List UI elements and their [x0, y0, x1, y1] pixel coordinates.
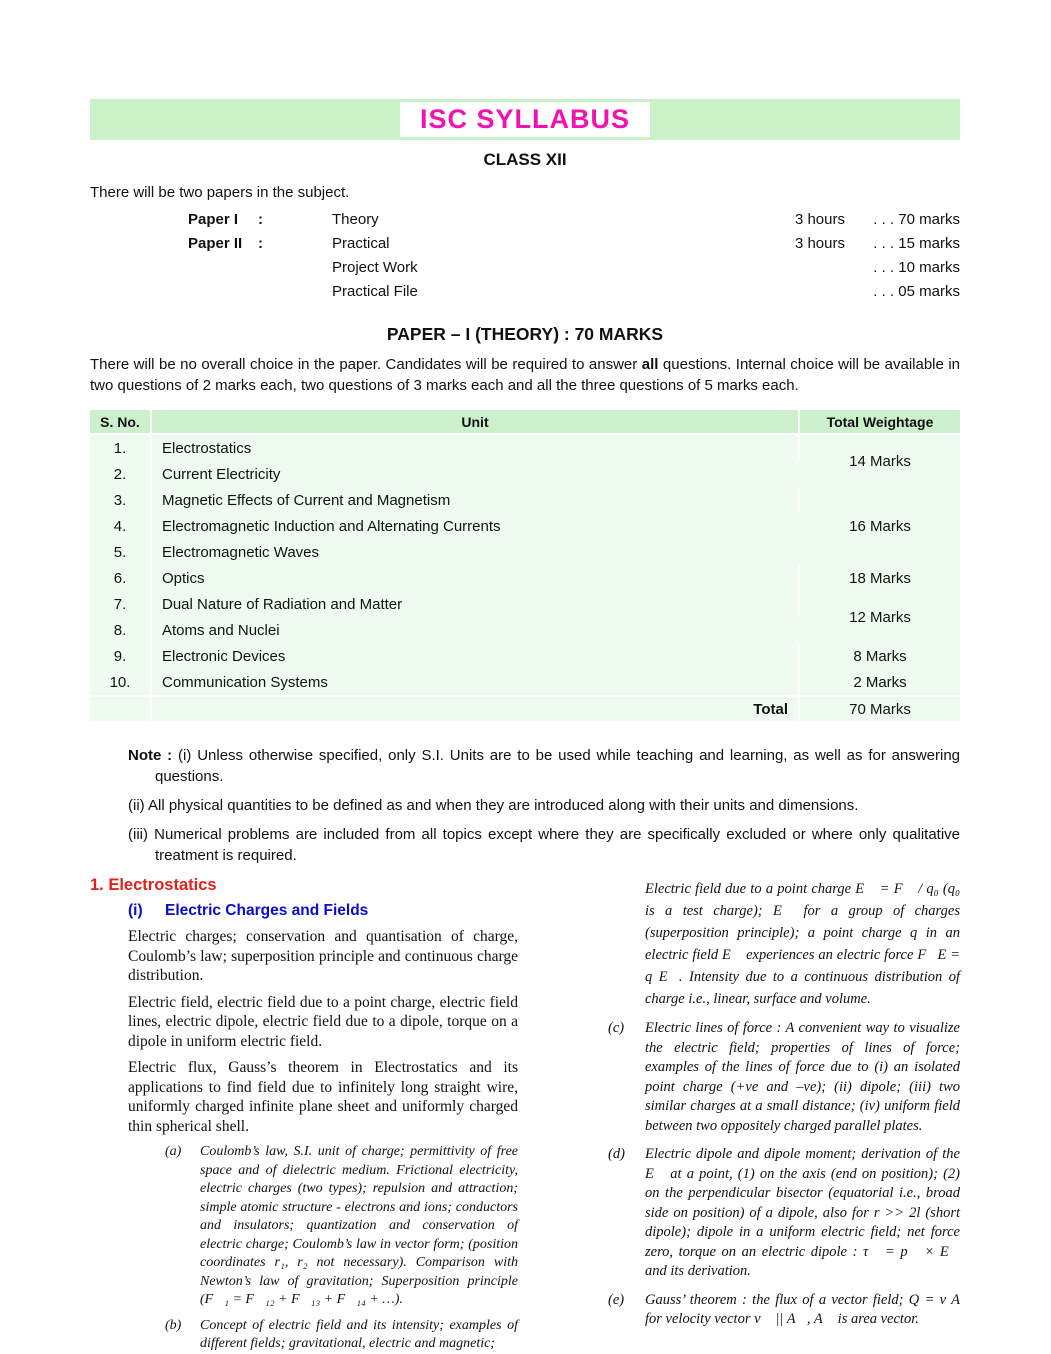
note-2 [128, 795, 960, 816]
paper1-intro-part1: There will be no overall choice in the paper. Candidates will be required to answer [90, 356, 642, 373]
paper-label: Paper II [188, 235, 243, 252]
subsection-marker: (i) [128, 902, 143, 919]
item-text: Electric lines of force : A convenient way to visualize the electric field; properties of lines of force; examples of the lines of force due to (i) an isolated point charge (+ve and –ve); (ii) dipole; (iii) two similar charges at a small distance; (iv) uniform field between two oppositely charged parallel plates. [645, 1020, 960, 1134]
spacer [90, 208, 188, 232]
paper-name: Project Work [332, 259, 418, 276]
syllabus-columns [90, 876, 960, 1354]
paper1-intro [90, 354, 960, 396]
weightage-table [90, 410, 960, 721]
paper-name: Practical File [332, 283, 418, 300]
right-column [608, 876, 960, 1354]
item-text: Gauss’ theorem : the flux of a vector field; Q = v A for velocity vector v⃗ || A⃗, A⃗ is area vector. [645, 1291, 960, 1327]
unit-cell: Electromagnetic Waves [162, 543, 320, 561]
notes-block [90, 745, 960, 866]
marks-cell: 8 Marks [853, 647, 907, 665]
spacer [90, 232, 188, 256]
total-label: Total [152, 695, 800, 721]
unit-cell: Electromagnetic Induction and Alternating Currents [162, 517, 501, 535]
paper-row-1 [90, 208, 960, 232]
left-paragraph-1: Electric charges; conservation and quantisation of charge, Coulomb’s law; superposition principle and continuous charge distribution. [128, 928, 518, 984]
paper-row-3 [90, 256, 960, 280]
paper-duration [715, 280, 845, 304]
total-marks: 70 Marks [800, 695, 960, 721]
table-row [90, 565, 960, 591]
paper-duration [715, 256, 845, 280]
left-paragraph-3: Electric flux, Gauss’s theorem in Electrostatics and its applications to find field due to infinitely long straight wire, uniformly charged infinite plane sheet and uniformly charged thin spherical shell. [128, 1059, 518, 1135]
table-row [90, 591, 960, 617]
sno-cell: 5. [90, 539, 152, 565]
spacer [90, 256, 188, 280]
sno-cell: 2. [90, 461, 152, 487]
note-prefix: Note : [128, 747, 173, 764]
sno-cell: 6. [90, 565, 152, 591]
note-marker: (ii) [128, 797, 145, 814]
list-item-e [608, 1291, 960, 1330]
paper-name: Theory [332, 211, 379, 228]
item-text: Coulomb’s law, S.I. unit of charge; permittivity of free space and of dielectric medium. Frictional electricity, electric charges (two types); repulsion and attraction; simple atomic structure - electrons and ions; conductors and insulators; quantization and conservation of electric charge; Coulomb’s law in vector form; (position coordinates r₁, r₂ not necessary). Comparison with Newton’s law of gravitation; Superposition principle (F⃗₁ = F⃗₁₂ + F⃗₁₃ + F⃗₁₄ + …). [200, 1144, 518, 1307]
paper1-intro-part2: questions. Internal choice will be available in two questions of 2 marks each, two questions of 3 marks each and all the three questions of 5 marks each. [90, 356, 961, 394]
paper-label [188, 256, 258, 280]
note-1 [128, 745, 961, 787]
paper-colon [258, 280, 332, 304]
col-header-sno: S. No. [90, 410, 152, 435]
sno-cell: 8. [90, 617, 152, 643]
unit-cell: Magnetic Effects of Current and Magnetism [152, 487, 800, 513]
paper1-heading: PAPER – I (THEORY) : 70 MARKS [386, 324, 664, 344]
table-row [90, 643, 960, 669]
marks-cell: 18 Marks [849, 569, 911, 587]
paper-colon: : [258, 235, 263, 252]
spacer [90, 280, 188, 304]
item-marker: (c) [608, 1020, 625, 1036]
table-row [90, 487, 960, 513]
right-lead-paragraph: Electric field due to a point charge E⃗ = F⃗ / q₀ (q₀ is a test charge); E⃗ for a group of charges (superposition principle); a point charge q in an electric field E⃗ experiences an electric force F⃗E = q E⃗. Intensity due to a continuous distribution of charge i.e., linear, surface and volume. [645, 881, 960, 1007]
col-header-unit: Unit [152, 410, 800, 435]
section-heading-electrostatics: 1. Electrostatics [90, 876, 217, 894]
note-text: Unless otherwise specified, only S.I. Units are to be used while teaching and learning, as well as for answering questions. [155, 747, 961, 785]
sno-cell: 4. [90, 513, 152, 539]
intro-text: There will be two papers in the subject. [90, 184, 350, 201]
sno-cell: 9. [90, 643, 152, 669]
paper-label: Paper I [188, 211, 239, 228]
paper-row-2 [90, 232, 960, 256]
unit-cell: Electronic Devices [152, 643, 800, 669]
sno-cell: 10. [90, 669, 152, 695]
subsection-title: Electric Charges and Fields [165, 902, 369, 919]
list-item-a [165, 1143, 518, 1310]
item-marker: (d) [608, 1146, 625, 1162]
paper-duration: 3 hours [794, 211, 845, 228]
unit-cell: Electrostatics [152, 435, 800, 461]
col-header-weightage: Total Weightage [800, 410, 960, 435]
table-total-row [90, 695, 960, 721]
unit-cell: Dual Nature of Radiation and Matter [152, 591, 800, 617]
note-text: Numerical problems are included from all topics except where they are specifically excluded or where only qualitative treatment is required. [154, 826, 961, 864]
paper-name: Practical [332, 235, 390, 252]
item-marker: (b) [165, 1317, 182, 1333]
item-marker: (e) [608, 1291, 625, 1308]
marks-cell: 2 Marks [853, 673, 907, 691]
sno-cell: 7. [90, 591, 152, 617]
unit-cell: Communication Systems [152, 669, 800, 695]
marks-cell: 14 Marks [849, 452, 911, 470]
subsection-electric-charges [90, 902, 518, 920]
papers-list [90, 208, 960, 304]
paper-duration: 3 hours [794, 235, 845, 252]
item-text: Concept of electric field and its intensity; examples of different fields; gravitational, electric and magnetic; [200, 1317, 518, 1351]
marks-cell: 12 Marks [849, 608, 911, 626]
list-item-b [165, 1317, 518, 1354]
paper-marks: . . . 10 marks [873, 259, 960, 276]
left-paragraph-2: Electric field, electric field due to a point charge, electric field lines, electric dipole, electric field due to a dipole, torque on a dipole in uniform electric field. [128, 993, 518, 1050]
list-item-d [608, 1145, 960, 1282]
paper-marks: . . . 05 marks [873, 283, 960, 300]
table-row [90, 435, 960, 461]
paper-label [188, 280, 258, 304]
paper-marks: . . . 15 marks [873, 235, 960, 252]
item-marker: (a) [165, 1144, 182, 1159]
note-marker: (i) [178, 747, 192, 764]
unit-cell: Current Electricity [162, 465, 281, 483]
banner-title: ISC SYLLABUS [400, 102, 650, 137]
syllabus-banner [90, 99, 960, 140]
class-heading: CLASS XII [483, 150, 567, 169]
unit-cell: Optics [152, 565, 800, 591]
marks-cell: 16 Marks [849, 517, 911, 535]
paper-row-4 [90, 280, 960, 304]
item-text: Electric dipole and dipole moment; derivation of the E⃗ at a point, (1) on the axis (end on position); (2) on the perpendicular bisector (equatorial i.e., broad side on position) of a dipole, also for r >> 2l (short dipole); dipole in a uniform electric field; net force zero, torque on an electric dipole : τ⃗ = p⃗ × E⃗ and its derivation. [645, 1146, 960, 1279]
left-column [90, 876, 518, 1354]
sno-cell: 1. [90, 435, 152, 461]
list-item-c [608, 1019, 960, 1136]
paper-colon [258, 256, 332, 280]
table-row [90, 669, 960, 695]
note-text: All physical quantities to be defined as and when they are introduced along with their units and dimensions. [148, 797, 859, 814]
paper-colon: : [258, 211, 263, 228]
sno-cell [90, 695, 152, 721]
unit-cell: Atoms and Nuclei [162, 621, 280, 639]
note-3 [128, 824, 961, 866]
note-marker: (iii) [128, 826, 148, 843]
sno-cell: 3. [90, 487, 152, 513]
paper-marks: . . . 70 marks [873, 211, 960, 228]
paper1-intro-bold: all [641, 356, 659, 373]
table-header-row [90, 410, 960, 435]
